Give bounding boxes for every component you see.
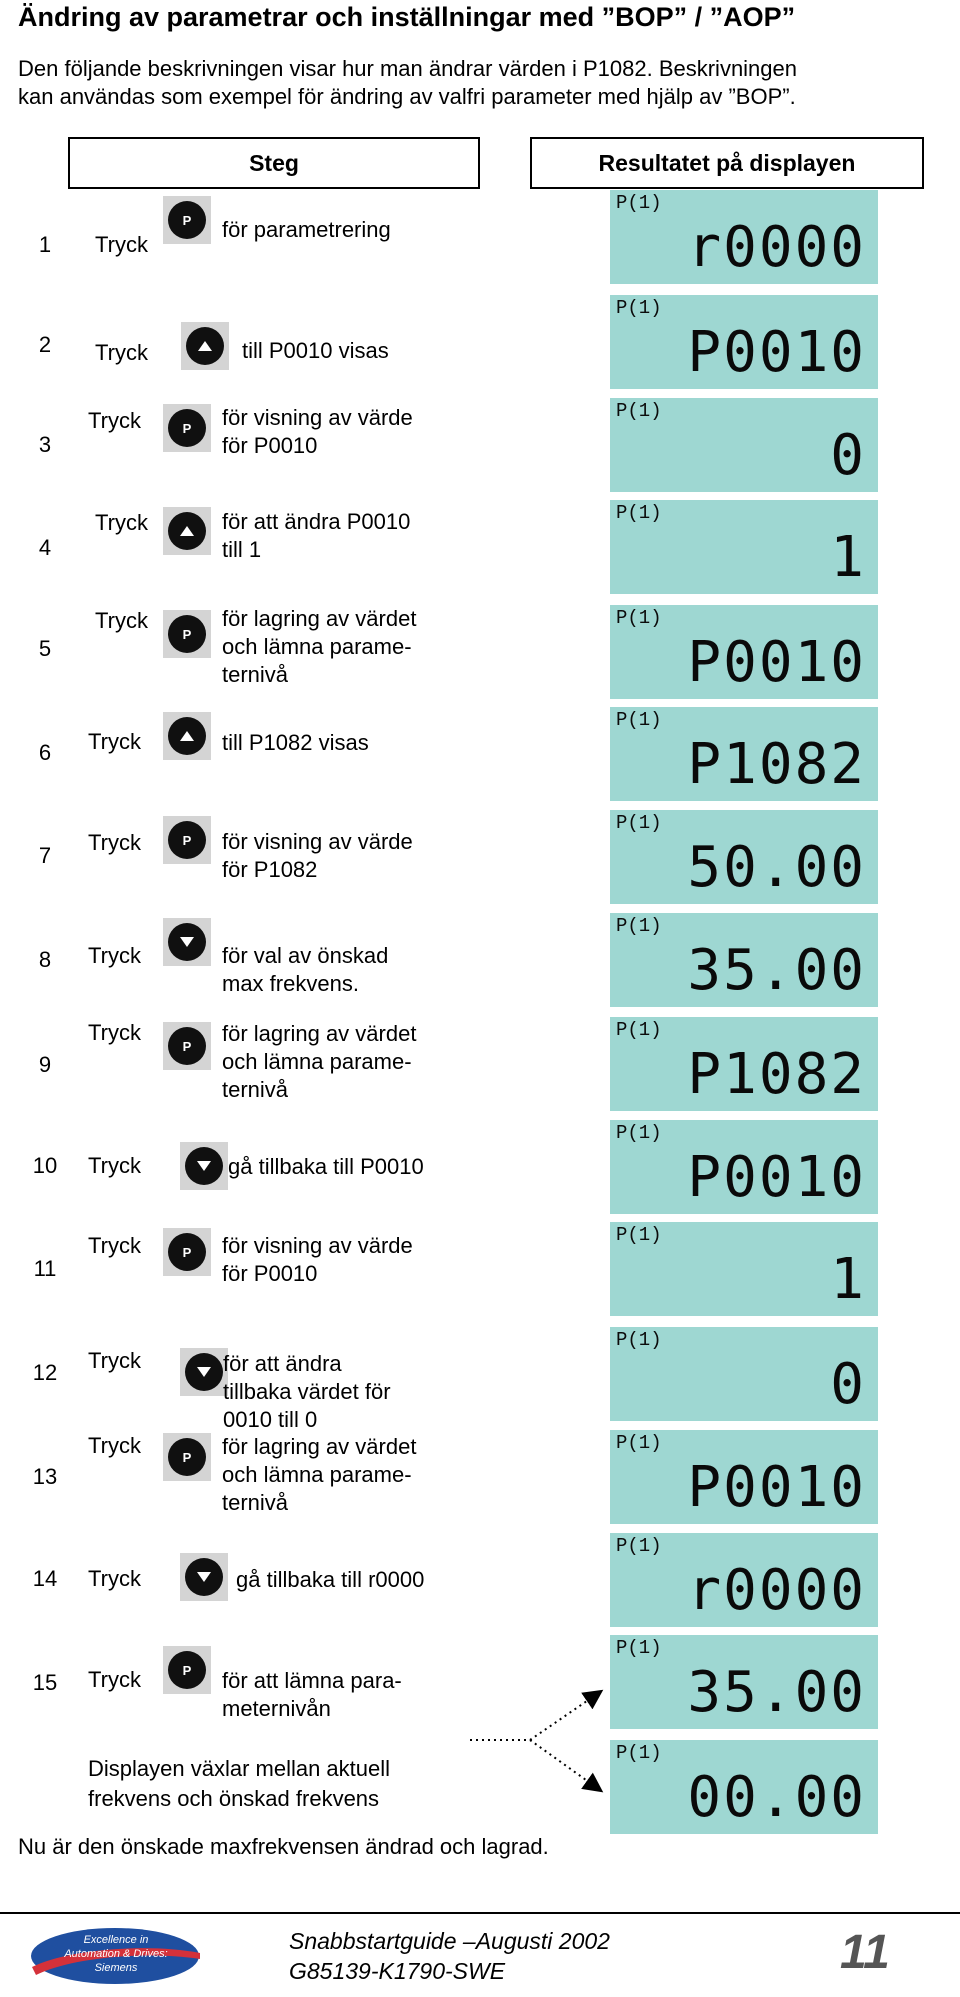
lcd-value: 1 [830,525,866,590]
step-tryck-label: Tryck [88,1348,141,1373]
footer-divider [0,1912,960,1914]
result-header: Resultatet på displayen [530,137,924,189]
lcd-display [610,1533,878,1627]
lcd-label: P(1) [616,915,662,937]
step-number: 5 [38,636,52,661]
lcd-label: P(1) [616,1224,662,1246]
step-tryck-label: Tryck [88,1433,141,1458]
step-description-line: gå tillbaka till r0000 [236,1567,425,1592]
lcd-value: P0010 [687,1455,866,1520]
step-number: 14 [32,1566,58,1591]
lcd-value: P0010 [687,630,866,695]
steps-header: Steg [68,137,480,189]
step-tryck-label: Tryck [88,1667,141,1692]
lcd-display [610,295,878,389]
lcd-label: P(1) [616,607,662,629]
step-description [222,1667,402,1723]
step-description-line: för parametrering [222,217,391,242]
lcd-display [610,1222,878,1316]
siemens-logo [28,1923,203,1989]
lcd-label: P(1) [616,1742,662,1764]
step-number: 7 [38,843,52,868]
closing-text: Nu är den önskade maxfrekvensen ändrad och lagrad. [18,1834,549,1859]
step-description-line: för P0010 [222,433,318,458]
page-number: 11 [840,1926,890,1979]
up-arrow-button-icon [163,712,211,760]
lcd-value: 1 [830,1247,866,1312]
step-description-line: till 1 [222,537,262,562]
step-description-line: ternivå [222,1077,289,1102]
lcd-label: P(1) [616,1329,662,1351]
up-arrow-button-icon [163,507,211,555]
step-description [222,216,391,244]
lcd-display [610,190,878,284]
step-description-line: meternivån [222,1696,331,1721]
p-letter: P [182,1662,192,1678]
lcd-label: P(1) [616,1432,662,1454]
p-button-icon [163,1228,211,1276]
step-description [222,1433,416,1517]
lcd-label: P(1) [616,1122,662,1144]
step-description-line: 0010 till 0 [223,1407,318,1432]
step-tryck-label: Tryck [95,340,148,365]
step-description [222,605,416,689]
lcd-label: P(1) [616,297,662,319]
step-description-line: för val av önskad [222,943,389,968]
step-description-line: och lämna parame- [222,634,412,659]
step-description [223,1350,391,1432]
step-tryck-label: Tryck [95,232,148,257]
step-number: 13 [32,1464,58,1489]
step-tryck-label: Tryck [88,1020,141,1045]
lcd-value: 35.00 [687,938,866,1003]
step-number: 11 [33,1256,57,1281]
lcd-display [610,913,878,1007]
lcd-display [610,1430,878,1524]
step-tryck-label: Tryck [88,408,141,433]
lcd-display [610,398,878,492]
footer-code: G85139-K1790-SWE [289,1958,506,1984]
step-tryck-label: Tryck [88,1566,141,1591]
p-button-icon [163,196,211,244]
lcd-display [610,707,878,801]
lcd-label: P(1) [616,1535,662,1557]
step-description [222,508,410,564]
step-description [222,1020,416,1104]
lcd-label: P(1) [616,812,662,834]
step-description-line: till P0010 visas [242,338,389,363]
step-description-line: gå tillbaka till P0010 [228,1154,424,1179]
lcd-label: P(1) [616,1637,662,1659]
lcd-value: 0 [830,1352,866,1417]
step-description-line: för P1082 [222,857,318,882]
down-arrow-button-icon [180,1553,228,1601]
step-tryck-label: Tryck [88,830,141,855]
lcd-value: 00.00 [687,1765,866,1830]
p-letter: P [182,1449,192,1465]
lcd-value: P1082 [687,732,866,797]
step-tryck-label: Tryck [95,608,148,633]
p-button-icon [163,610,211,658]
p-letter: P [182,1244,192,1260]
step-description-line: ternivå [222,662,289,687]
lcd-label: P(1) [616,709,662,731]
page-title: Ändring av parametrar och inställningar med ”BOP” / ”AOP” [18,2,796,32]
step-description-line: ternivå [222,1490,289,1515]
step-tryck-label: Tryck [88,1153,141,1178]
step-description-line: för P0010 [222,1261,318,1286]
intro-line-2: kan användas som exempel för ändring av valfri parameter med hjälp av ”BOP”. [18,84,796,109]
p-letter: P [182,832,192,848]
p-button-icon [163,1433,211,1481]
p-letter: P [182,212,192,228]
step-number: 1 [38,232,52,257]
step-description-line: för att ändra [223,1351,342,1376]
lcd-value: r0000 [687,1558,866,1623]
step-description-line: och lämna parame- [222,1049,412,1074]
step-number: 8 [38,947,52,972]
step-tryck-label: Tryck [88,943,141,968]
up-arrow-button-icon [181,322,229,370]
lcd-display-extra [610,1740,878,1834]
step-description-line: max frekvens. [222,971,359,996]
down-arrow-button-icon [163,918,211,966]
display-note-line-1: Displayen växlar mellan aktuell [88,1756,391,1781]
step-number: 2 [38,332,52,357]
step-description-line: och lämna parame- [222,1462,412,1487]
step-tryck-label: Tryck [88,1233,141,1258]
lcd-display [610,1327,878,1421]
lcd-value: P0010 [687,1145,866,1210]
step-number: 4 [38,535,52,560]
intro-line-1: Den följande beskrivningen visar hur man ändrar värden i P1082. Beskrivningen [18,56,798,81]
down-arrow-button-icon [180,1142,228,1190]
lcd-value: 50.00 [687,835,866,900]
p-button-icon [163,1646,211,1694]
lcd-display [610,500,878,594]
step-description-line: till P1082 visas [222,730,369,755]
lcd-value: 35.00 [687,1660,866,1725]
step-number: 12 [32,1360,58,1385]
step-description-line: för visning av värde [222,405,413,430]
lcd-value: r0000 [687,215,866,280]
display-note-line-2: frekvens och önskad frekvens [88,1786,380,1811]
step-description-line: för lagring av värdet [222,1021,417,1046]
step-description [222,1232,413,1288]
step-tryck-label: Tryck [95,510,148,535]
step-description [236,1566,424,1594]
step-description-line: för att ändra P0010 [222,509,411,534]
lcd-display [610,1635,878,1729]
lcd-value: P1082 [687,1042,866,1107]
step-description [242,337,389,365]
lcd-label: P(1) [616,502,662,524]
step-description [222,942,388,998]
logo-line-1: Excellence in [83,1934,149,1946]
p-letter: P [182,626,192,642]
step-description [222,729,369,757]
lcd-display [610,1120,878,1214]
down-arrow-button-icon [180,1348,228,1396]
alternating-display-arrows [462,1680,612,1815]
lcd-display [610,1017,878,1111]
step-number: 6 [38,740,52,765]
lcd-label: P(1) [616,1019,662,1041]
step-description [228,1153,424,1181]
step-description-line: för lagring av värdet [222,606,417,631]
lcd-value: P0010 [687,320,866,385]
step-number: 15 [32,1670,58,1695]
lcd-label: P(1) [616,192,662,214]
step-description [222,828,413,884]
logo-line-3: Siemens [94,1962,138,1974]
p-letter: P [182,420,192,436]
step-description-line: för lagring av värdet [222,1434,417,1459]
step-description-line: för att lämna para- [222,1668,402,1693]
step-number: 3 [38,432,52,457]
p-button-icon [163,1022,211,1070]
step-description-line: för visning av värde [222,1233,413,1258]
logo-line-2: Automation & Drives: [64,1948,168,1960]
lcd-display [610,605,878,699]
step-number: 9 [38,1052,52,1077]
footer-guide: Snabbstartguide –Augusti 2002 [289,1928,610,1954]
lcd-value: 0 [830,423,866,488]
p-letter: P [182,1038,192,1054]
lcd-label: P(1) [616,400,662,422]
p-button-icon [163,816,211,864]
step-description-line: tillbaka värdet för [223,1379,391,1404]
p-button-icon [163,404,211,452]
lcd-display [610,810,878,904]
step-number: 10 [32,1153,58,1178]
step-description [222,404,413,460]
step-tryck-label: Tryck [88,729,141,754]
step-description-line: för visning av värde [222,829,413,854]
